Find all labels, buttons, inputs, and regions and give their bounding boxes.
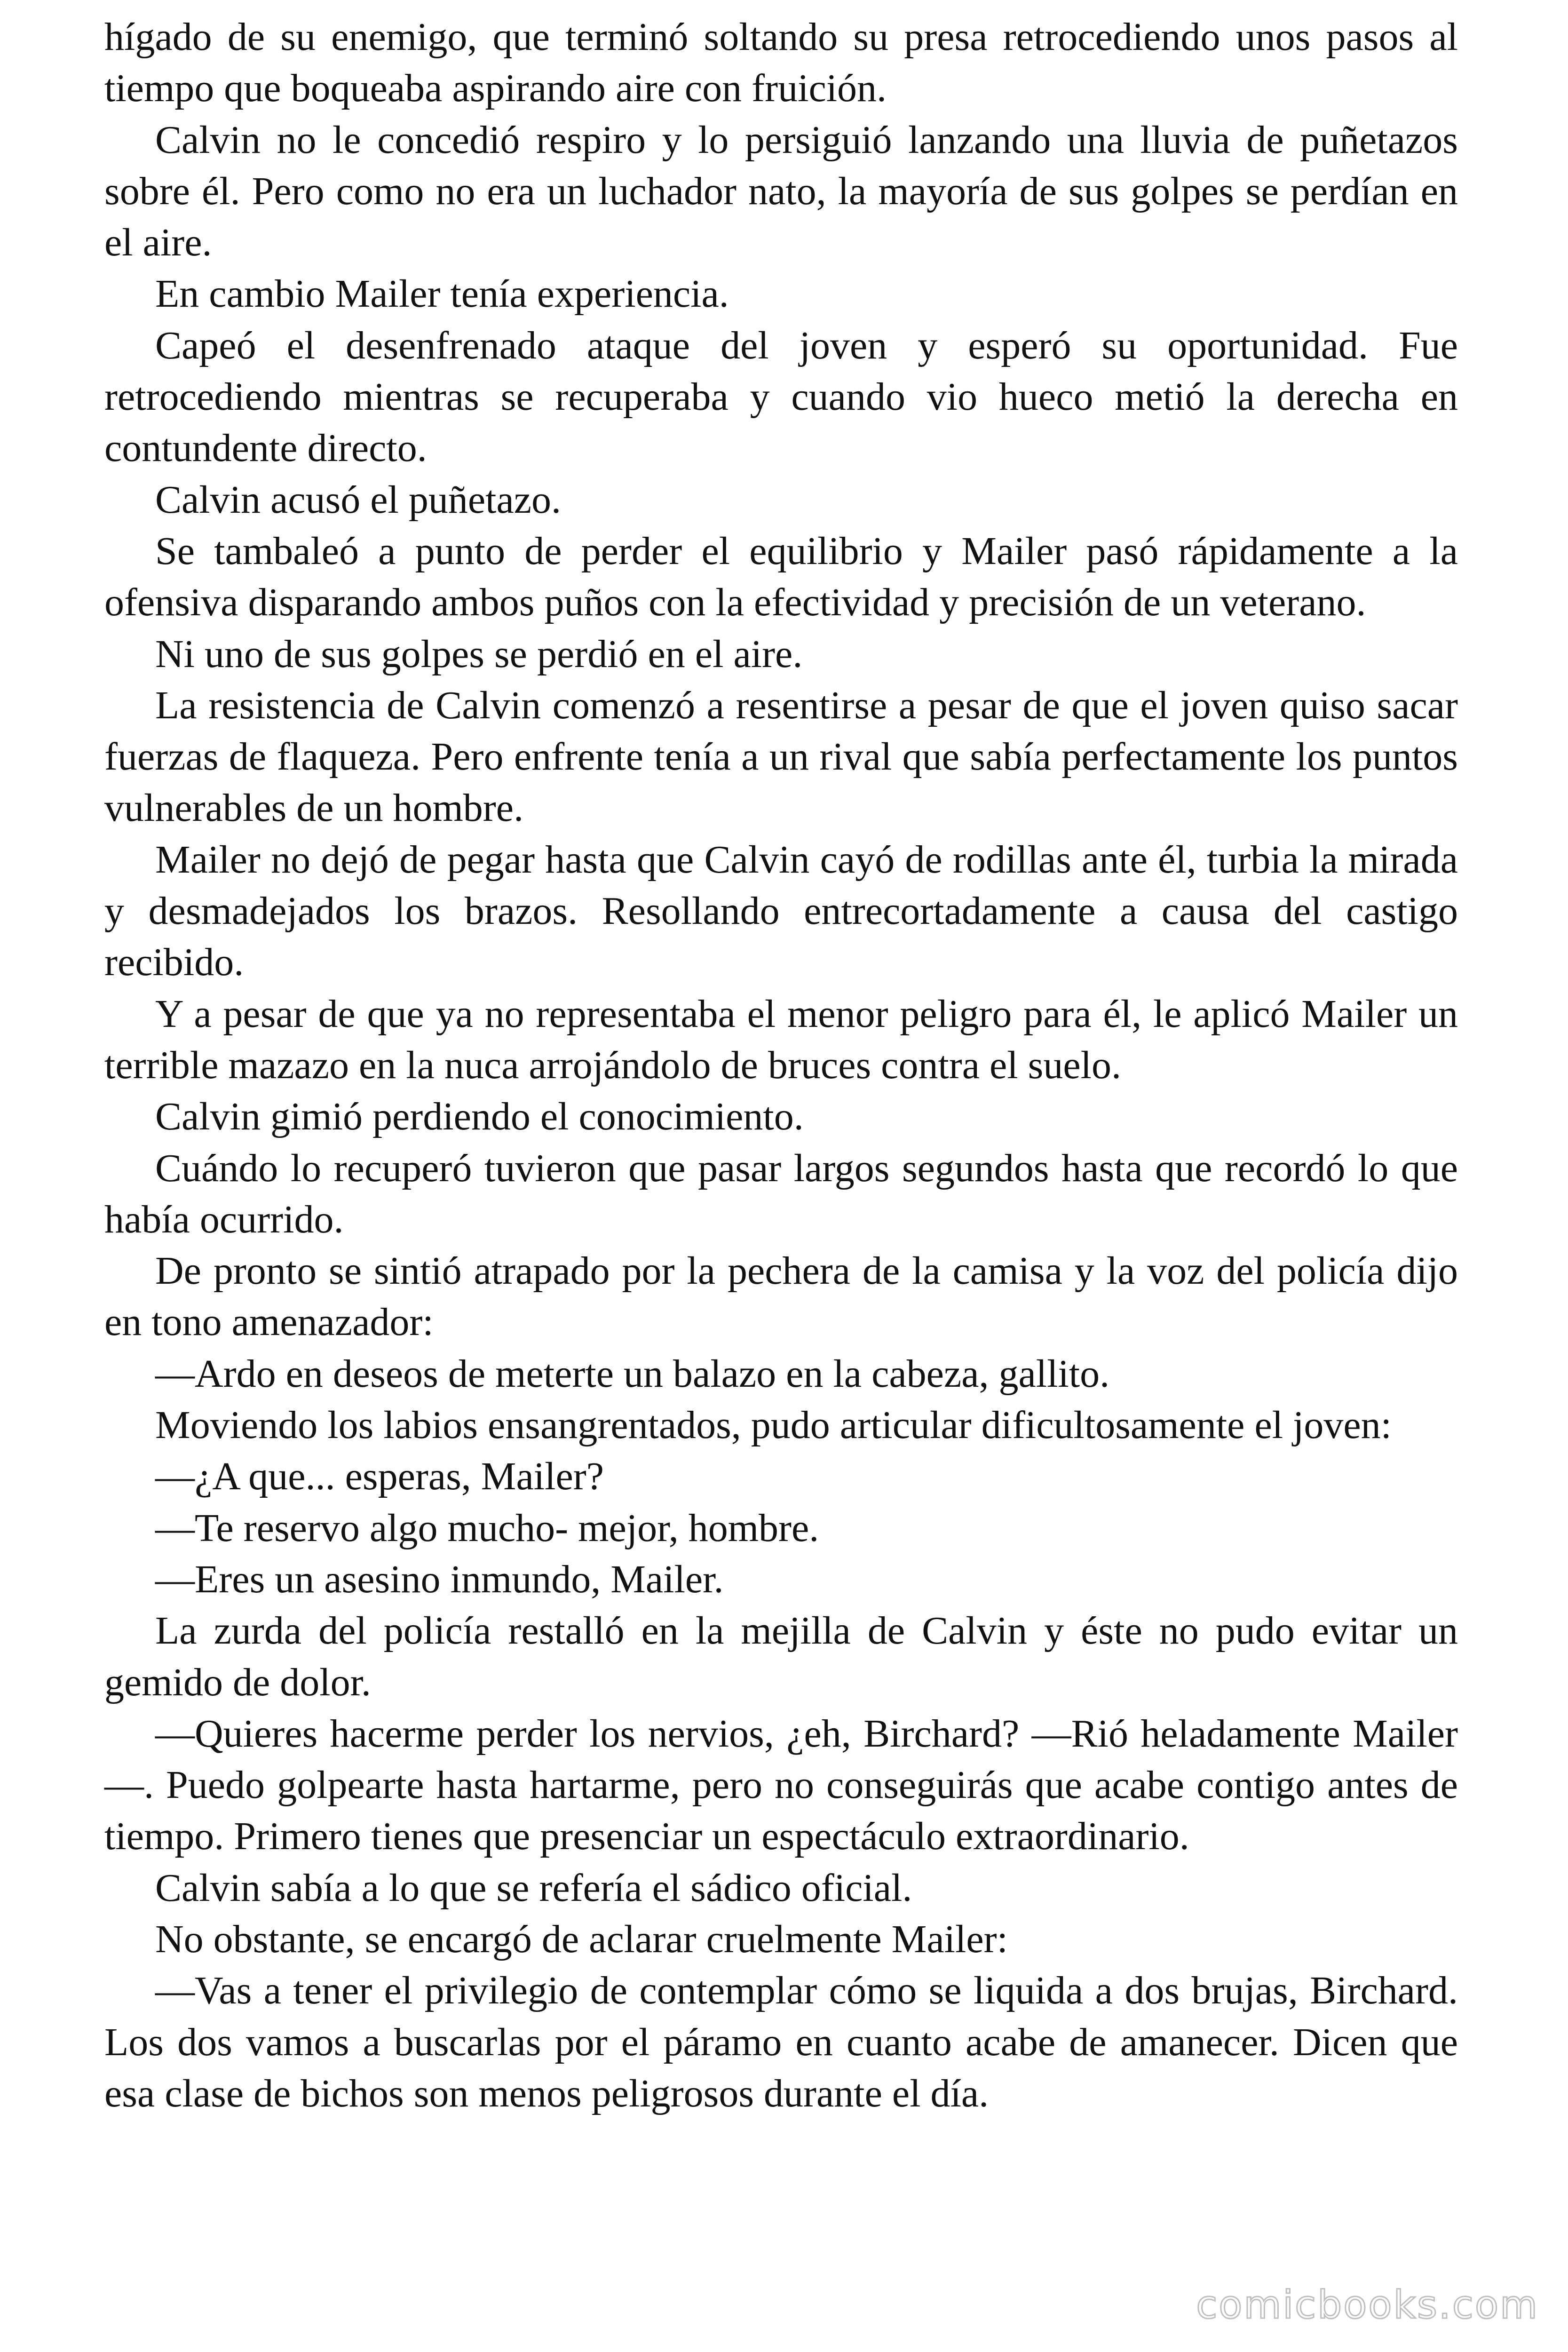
watermark: comicbooks.com: [1196, 2283, 1539, 2328]
paragraph: Cuándo lo recuperó tuvieron que pasar largos segundos hasta que recordó lo que había ocurrido.: [104, 1146, 1458, 1241]
paragraph: Moviendo los labios ensangrentados, pudo articular dificultosamente el joven:: [155, 1403, 1392, 1447]
paragraph: hígado de su enemigo, que terminó soltando su presa retrocediendo unos pasos al tiempo que boqueaba aspirando aire con fruición.: [104, 15, 1458, 111]
paragraph: Y a pesar de que ya no representaba el menor peligro para él, le aplicó Mailer un terrible mazazo en la nuca arrojándolo de bruces contra el suelo.: [104, 992, 1458, 1087]
dialogue-line: —Quieres hacerme perder los nervios, ¿eh, Birchard? —Rió heladamente Mailer—. Puedo golpearte hasta hartarme, pero no conseguirás que acabe contigo antes de tiempo. Primero tienes que presenciar un espectáculo extraordinario.: [104, 1711, 1458, 1859]
paragraph: La zurda del policía restalló en la mejilla de Calvin y éste no pudo evitar un gemido de dolor.: [104, 1609, 1458, 1704]
paragraph: En cambio Mailer tenía experiencia.: [155, 272, 729, 316]
paragraph: Mailer no dejó de pegar hasta que Calvin cayó de rodillas ante él, turbia la mirada y desmadejados los brazos. Resollando entrecortadamente a causa del castigo recibido.: [104, 837, 1458, 985]
paragraph: Calvin acusó el puñetazo.: [155, 477, 562, 522]
dialogue-line: —Te reservo algo mucho- mejor, hombre.: [155, 1506, 819, 1550]
paragraph: De pronto se sintió atrapado por la pechera de la camisa y la voz del policía dijo en tono amenazador:: [104, 1249, 1458, 1344]
paragraph: La resistencia de Calvin comenzó a resentirse a pesar de que el joven quiso sacar fuerzas de flaqueza. Pero enfrente tenía a un rival que sabía perfectamente los puntos vulnerables de un hombre.: [104, 683, 1458, 830]
dialogue-line: —¿A que... esperas, Mailer?: [155, 1454, 604, 1499]
dialogue-line: —Ardo en deseos de meterte un balazo en la cabeza, gallito.: [155, 1351, 1110, 1396]
paragraph: Capeó el desenfrenado ataque del joven y esperó su oportunidad. Fue retrocediendo mientras se recuperaba y cuando vio hueco metió la derecha en contundente directo.: [104, 323, 1458, 470]
dialogue-line: —Vas a tener el privilegio de contemplar cómo se liquida a dos brujas, Birchard. Los dos vamos a buscarlas por el páramo en cuanto acabe de amanecer. Dicen que esa clase de bichos son menos peligrosos durante el día.: [104, 1969, 1458, 2115]
dialogue-line: —Eres un asesino inmundo, Mailer.: [155, 1557, 724, 1601]
paragraph: Calvin gimió perdiendo el conocimiento.: [155, 1095, 804, 1139]
paragraph: No obstante, se encargó de aclarar cruelmente Mailer:: [155, 1917, 1008, 1961]
body-text: [104, 11, 1458, 2119]
paragraph: Calvin sabía a lo que se refería el sádico oficial.: [155, 1866, 912, 1910]
paragraph: Calvin no le concedió respiro y lo persiguió lanzando una lluvia de puñetazos sobre él. Pero como no era un luchador nato, la mayoría de sus golpes se perdían en el aire.: [104, 118, 1458, 265]
paragraph: Ni uno de sus golpes se perdió en el aire.: [155, 632, 803, 676]
paragraph: Se tambaleó a punto de perder el equilibrio y Mailer pasó rápidamente a la ofensiva disparando ambos puños con la efectividad y precisión de un veterano.: [104, 529, 1458, 625]
